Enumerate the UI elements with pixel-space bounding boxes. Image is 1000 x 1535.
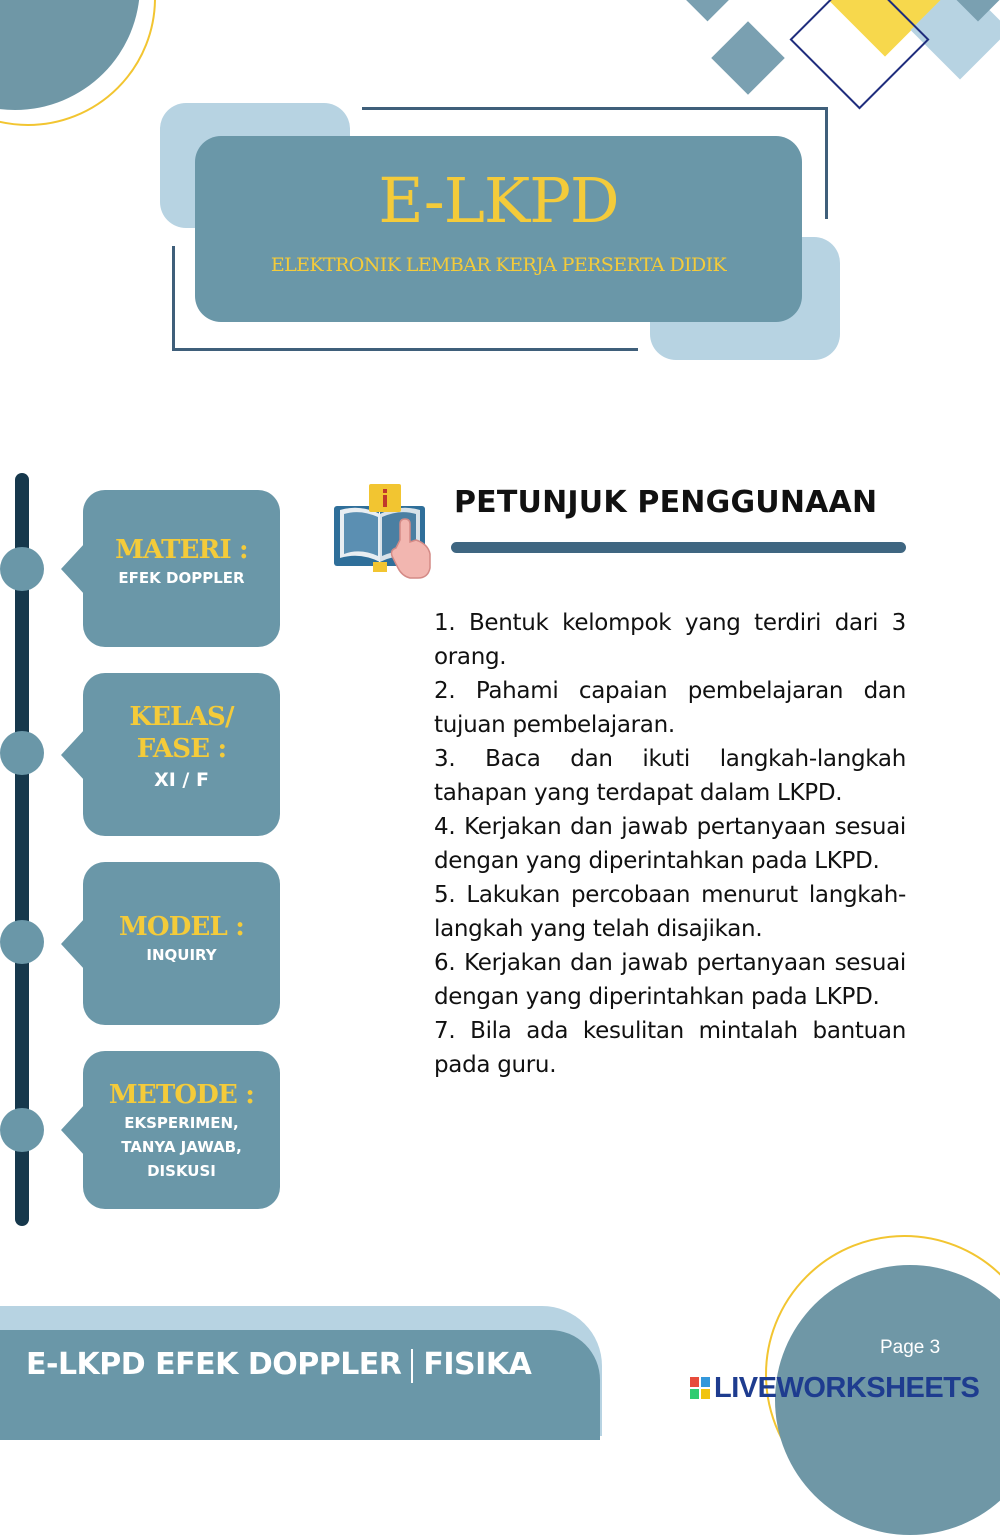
- diamond-decoration: [711, 21, 785, 95]
- corner-ring-decoration: [0, 0, 156, 126]
- list-item: 7. Bila ada kesulitan mintalah bantuan pada guru.: [434, 1018, 906, 1078]
- liveworksheets-logo-icon: [690, 1377, 710, 1399]
- banner-frame-line: [362, 107, 828, 110]
- card-pointer: [61, 543, 85, 595]
- list-item: 3. Baca dan ikuti langkah-langkah tahapan yang terdapat dalam LKPD.: [434, 746, 906, 806]
- banner-frame-line: [172, 348, 638, 351]
- card-title: MODEL :: [118, 912, 245, 942]
- info-card-kelas: [83, 673, 280, 836]
- footer-left-text: E-LKPD EFEK DOPPLER: [26, 1347, 402, 1382]
- page-subtitle: ELEKTRONIK LEMBAR KERJA PERSERTA DIDIK: [270, 254, 727, 276]
- list-item: 6. Kerjakan dan jawab pertanyaan sesuai dengan yang diperintahkan pada LKPD.: [434, 950, 906, 1010]
- diamond-decoration: [669, 0, 747, 21]
- instructions-list: [434, 606, 906, 1082]
- card-pointer: [61, 918, 85, 970]
- card-value: EFEK DOPPLER: [118, 569, 245, 587]
- book-info-icon: [330, 484, 438, 584]
- card-value: INQUIRY: [146, 946, 217, 964]
- info-card-materi: [83, 490, 280, 647]
- footer-right-text: FISIKA: [423, 1347, 532, 1382]
- card-value: EKSPERIMEN, TANYA JAWAB, DISKUSI: [121, 1114, 242, 1180]
- list-item: 2. Pahami capaian pembelajaran dan tujuan pembelajaran.: [434, 678, 906, 738]
- card-title: KELAS/ FASE :: [129, 702, 234, 764]
- list-item: 4. Kerjakan dan jawab pertanyaan sesuai dengan yang diperintahkan pada LKPD.: [434, 814, 906, 874]
- info-card-model: [83, 862, 280, 1025]
- card-title: MATERI :: [115, 535, 248, 565]
- page-number: Page 3: [880, 1337, 941, 1358]
- timeline-dot: [0, 731, 44, 775]
- info-card-metode: [83, 1051, 280, 1209]
- liveworksheets-brand[interactable]: [690, 1372, 979, 1405]
- section-heading: PETUNJUK PENGGUNAAN: [454, 485, 878, 520]
- section-divider: [451, 542, 906, 553]
- timeline-dot: [0, 547, 44, 591]
- card-pointer: [61, 1104, 85, 1156]
- banner-frame-line: [172, 246, 175, 351]
- footer-separator: [411, 1349, 413, 1383]
- card-title: METODE :: [108, 1080, 255, 1110]
- footer-title: [26, 1347, 531, 1383]
- banner-frame-line: [825, 107, 828, 219]
- timeline-dot: [0, 1108, 44, 1152]
- list-item: 5. Lakukan percobaan menurut langkah-langkah yang telah disajikan.: [434, 882, 906, 942]
- list-item: 1. Bentuk kelompok yang terdiri dari 3 orang.: [434, 610, 906, 670]
- page-title: E-LKPD: [378, 164, 619, 237]
- card-pointer: [61, 729, 85, 781]
- card-value: XI / F: [154, 769, 209, 791]
- header-banner: [195, 136, 802, 322]
- timeline-dot: [0, 920, 44, 964]
- brand-label: LIVEWORKSHEETS: [714, 1372, 980, 1404]
